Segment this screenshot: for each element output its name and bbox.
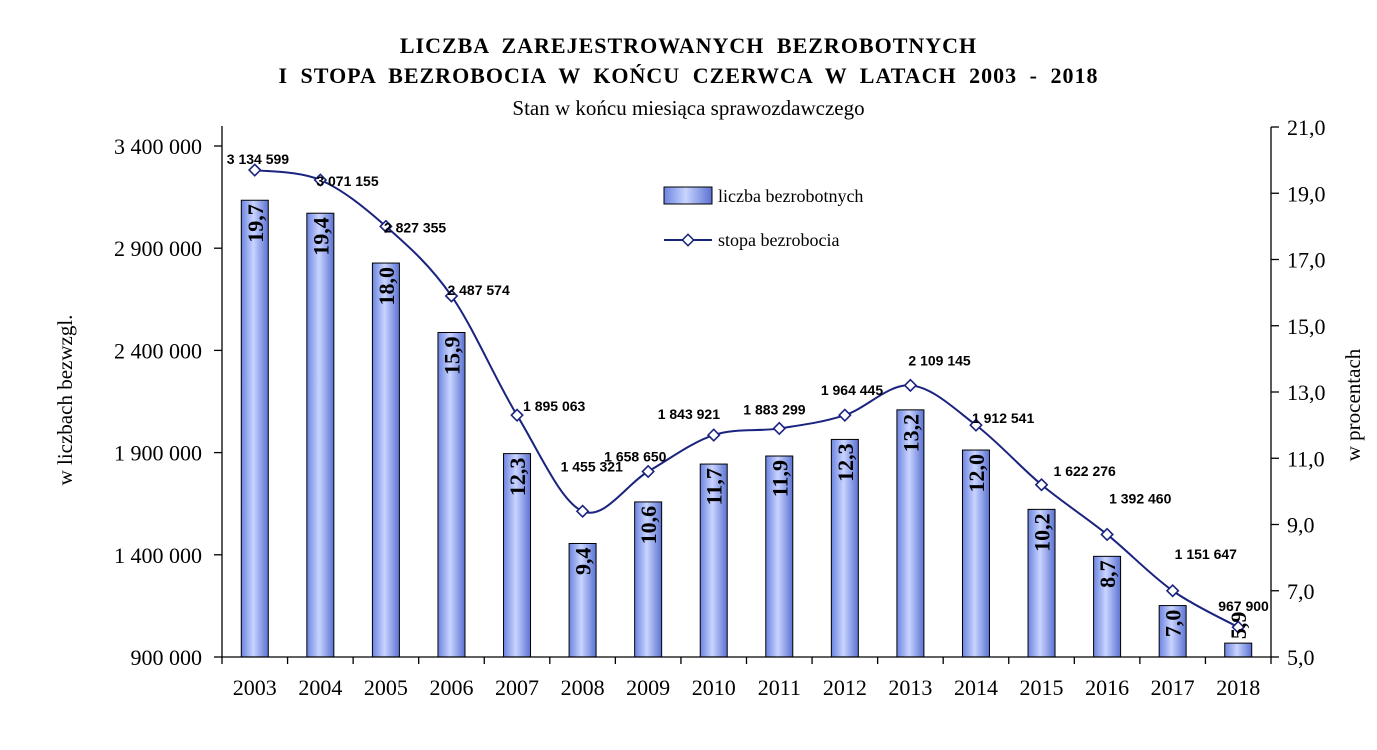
y-left-tick-label: 2 900 000 [114,236,202,262]
y-right-tick-label: 5,0 [1287,645,1315,670]
y-right-tick-label: 17,0 [1287,247,1326,273]
legend-bar-swatch [664,187,712,204]
bar-rate-label: 8,7 [1095,560,1121,588]
point-count-label: 2 827 355 [383,219,447,236]
x-tick-label: 2015 [1019,675,1064,700]
x-tick-label: 2018 [1216,675,1261,700]
x-tick-label: 2010 [691,675,736,700]
bar-rate-label: 12,3 [505,457,531,497]
y-right-tick-label: 9,0 [1287,512,1315,538]
x-tick-label: 2005 [363,675,408,700]
x-tick-label: 2007 [495,675,540,700]
x-tick-label: 2004 [298,675,343,700]
y-axis-right-label: w procentach [1341,348,1365,462]
point-count-label: 1 883 299 [743,401,806,418]
bar [241,200,268,657]
x-tick-label: 2008 [560,675,605,700]
y-left-tick-label: 900 000 [130,645,202,670]
rate-point-marker [577,506,588,517]
x-tick-label: 2012 [822,675,867,700]
y-right-tick-label: 21,0 [1287,115,1326,140]
x-tick-label: 2014 [953,675,998,700]
bar-rate-label: 5,9 [1226,611,1252,640]
bar-rate-label: 10,6 [636,505,662,545]
bar-rate-label: 13,2 [898,413,924,453]
bar-rate-label: 11,9 [767,460,793,498]
point-count-label: 1 658 650 [604,448,667,465]
point-count-label: 3 134 599 [226,151,290,168]
bar-rate-label: 12,3 [832,443,858,482]
bar [438,332,465,657]
chart-title-line2: I STOPA BEZROBOCIA W KOŃCU CZERWCA W LATACH 2003 - 2018 [278,63,1099,88]
y-right-tick-label: 13,0 [1287,380,1326,405]
bar [1225,643,1252,657]
chart-subtitle: Stan w końcu miesiąca sprawozdawczego [512,96,865,120]
point-count-label: 2 487 574 [447,281,510,298]
rate-point-marker [511,410,522,421]
rate-point-marker [905,380,916,391]
point-count-label: 1 912 541 [971,410,1035,427]
bar-rate-label: 11,7 [701,468,727,506]
y-right-tick-label: 15,0 [1287,313,1326,339]
x-tick-label: 2016 [1085,675,1130,700]
bar [307,213,334,657]
point-count-label: 967 900 [1218,598,1269,615]
point-count-label: 1 964 445 [820,382,884,399]
y-axis-left-label: w liczbach bezwzgl. [53,314,77,486]
chart-title-line1: LICZBA ZAREJESTROWANYCH BEZROBOTNYCH [399,33,978,58]
point-count-label: 1 622 276 [1053,462,1116,479]
x-tick-label: 2003 [232,675,277,700]
y-right-tick-label: 11,0 [1287,446,1325,472]
rate-point-marker [642,466,653,477]
rate-point-marker [774,423,785,434]
y-left-tick-label: 3 400 000 [114,134,202,159]
y-left-tick-label: 1 900 000 [114,440,202,466]
x-tick-label: 2006 [429,675,474,700]
y-left-tick-label: 2 400 000 [114,338,202,364]
bar [372,263,399,657]
y-right-tick-label: 7,0 [1287,578,1315,604]
bar-rate-label: 18,0 [373,267,399,306]
bar-rate-label: 10,2 [1029,513,1055,552]
point-count-label: 1 455 321 [560,458,623,475]
point-count-label: 3 071 155 [316,173,379,189]
point-count-label: 1 895 063 [523,398,586,415]
legend-label-line: stopa bezrobocia [718,230,840,250]
bar-rate-label: 7,0 [1160,609,1186,638]
bar-rate-label: 9,4 [570,547,596,575]
point-count-label: 2 109 145 [908,352,971,369]
bar-rate-label: 15,9 [439,336,465,375]
x-tick-label: 2017 [1150,675,1195,700]
rate-point-marker [708,429,719,440]
rate-point-marker [839,410,850,421]
bar-rate-label: 12,0 [963,454,989,493]
y-right-tick-label: 19,0 [1287,181,1326,207]
x-tick-label: 2011 [757,675,801,700]
bar-rate-label: 19,7 [242,204,268,243]
point-count-label: 1 392 460 [1109,490,1172,507]
legend-marker-icon [682,234,693,245]
x-tick-label: 2013 [888,675,933,700]
x-tick-label: 2009 [626,675,671,700]
point-count-label: 1 151 647 [1174,545,1237,562]
legend-label-bars: liczba bezrobotnych [718,186,864,206]
bar-rate-label: 19,4 [308,217,334,256]
y-left-tick-label: 1 400 000 [114,542,202,568]
point-count-label: 1 843 921 [657,406,721,423]
